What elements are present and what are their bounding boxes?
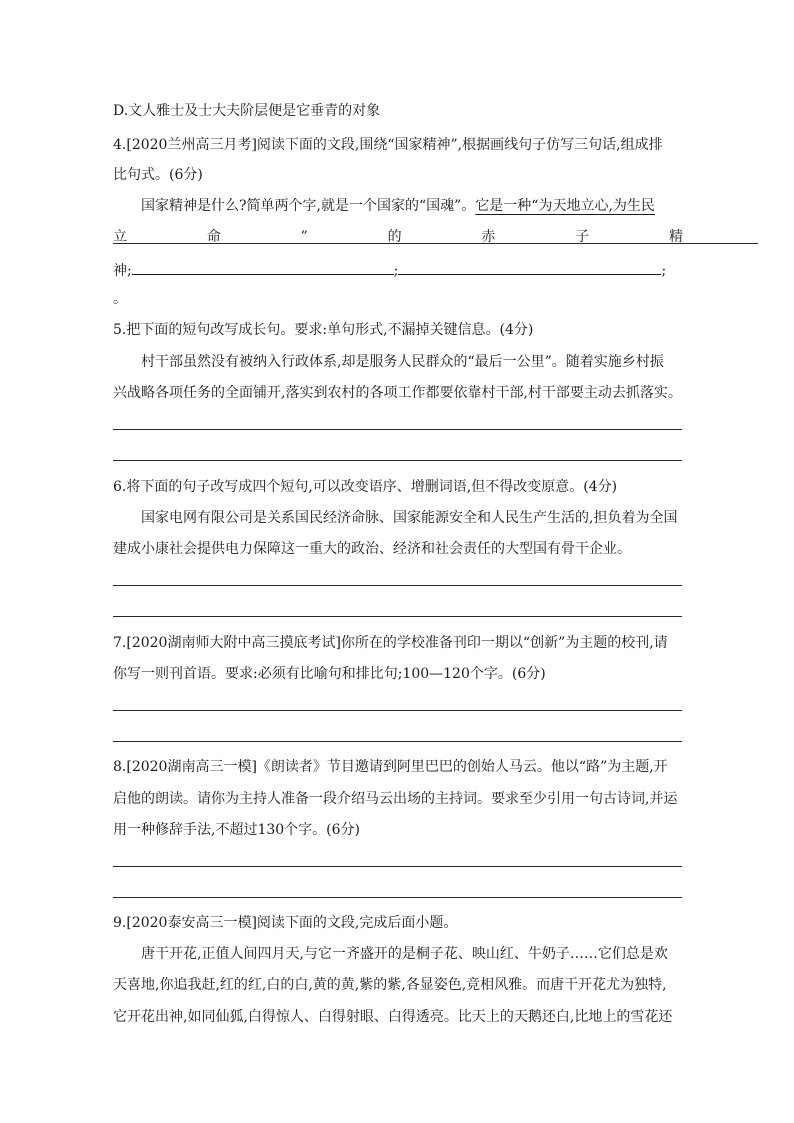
- q4-line4: [113, 259, 683, 281]
- q8-stem-line1: 8.[2020湖南高三一模]《朗读者》节目邀请到阿里巴巴的创始人马云。他以“路”为主题,开: [113, 759, 668, 775]
- q8-answer-line-2[interactable]: [113, 897, 682, 898]
- q4-sep-1: ;: [127, 263, 132, 279]
- q4-char: 子: [575, 229, 590, 245]
- q9-stem: 9.[2020泰安高三一模]阅读下面的文段,完成后面小题。: [113, 915, 458, 931]
- q7-stem-line1: 7.[2020湖南师大附中高三摸底考试]你所在的学校准备刊印一期以“创新”为主题的校刊,请: [113, 635, 668, 651]
- q4-passage-underlined: 它是一种“为天地立心,为生民: [475, 198, 655, 214]
- q4-sep-3: ;: [661, 263, 667, 279]
- q6-answer-line-1[interactable]: [113, 585, 682, 586]
- q9-passage-line2: 天喜地,你追我赶,红的红,白的白,黄的黄,紫的紫,各显姿色,竞相风雅。而唐干开花尤为独特,: [113, 977, 667, 993]
- q4-passage-plain: 国家精神是什么?简单两个字,就是一个国家的“国魂”。: [141, 198, 476, 214]
- q5-passage-line2: 兴战略各项任务的全面铺开,落实到农村的各项工作都要依靠村干部,村干部要主动去抓落实。: [113, 385, 682, 401]
- q7-answer-line-1[interactable]: [113, 710, 682, 711]
- q4-char: 赤: [481, 229, 496, 245]
- q4-char: 的: [387, 229, 402, 245]
- q8-stem-line2: 启他的朗读。请你为主持人准备一段介绍马云出场的主持词。要求至少引用一句古诗词,并运: [113, 791, 678, 807]
- q6-stem: 6.将下面的句子改写成四个短句,可以改变语序、增删词语,但不得改变原意。(4分): [113, 479, 618, 495]
- q9-passage-line1: 唐干开花,正值人间四月天,与它一齐盛开的是桐子花、映山红、牛奶子……它们总是欢: [141, 946, 668, 962]
- q5-answer-line-1[interactable]: [113, 429, 682, 430]
- q8-answer-line-1[interactable]: [113, 866, 682, 867]
- q4-line4-start: 神: [113, 263, 127, 279]
- q7-answer-line-2[interactable]: [113, 741, 682, 742]
- q6-answer-line-2[interactable]: [113, 616, 682, 617]
- q4-blank-2[interactable]: [398, 259, 661, 275]
- q4-stem-line2: 比句式。(6分): [113, 167, 203, 183]
- q5-answer-line-2[interactable]: [113, 460, 682, 461]
- q4-char: 立: [113, 229, 127, 245]
- q4-stem-line1: 4.[2020兰州高三月考]阅读下面的文段,围绕“国家精神”,根据画线句子仿写三句话,组成排: [113, 137, 663, 153]
- q6-passage-line2: 建成小康社会提供电力保障这一重大的政治、经济和社会责任的大型国有骨干企业。: [113, 541, 631, 557]
- q7-stem-line2: 你写一则刊首语。要求:必须有比喻句和排比句;100—120个字。(6分): [113, 666, 546, 682]
- q6-passage-line1: 国家电网有限公司是关系国民经济命脉、国家能源安全和人民生产生活的,担负着为全国: [141, 510, 678, 526]
- q9-passage-line3: 它开花出神,如同仙狐,白得惊人、白得射眼、白得透亮。比天上的天鹅还白,比地上的雪花还: [113, 1009, 673, 1025]
- q4-passage-line1: [141, 196, 683, 216]
- q4-char: 精: [668, 229, 683, 245]
- q5-stem: 5.把下面的短句改写成长句。要求:单句形式,不漏掉关键信息。(4分): [113, 322, 534, 338]
- q4-char: 命: [206, 229, 221, 245]
- q4-char: ”: [300, 229, 308, 245]
- option-d-text: D.文人雅士及士大夫阶层便是它垂青的对象: [113, 103, 381, 119]
- q4-blank-1[interactable]: [132, 259, 394, 275]
- q4-sep-2: ;: [393, 263, 399, 279]
- q4-answer-underline-1: [113, 243, 758, 244]
- q4-line3-spaced: [113, 227, 683, 247]
- q4-line5: 。: [113, 291, 127, 307]
- q8-stem-line3: 用一种修辞手法,不超过130个字。(6分): [113, 822, 361, 838]
- q5-passage-line1: 村干部虽然没有被纳入行政体系,却是服务人民群众的“最后一公里”。随着实施乡村振: [141, 354, 664, 370]
